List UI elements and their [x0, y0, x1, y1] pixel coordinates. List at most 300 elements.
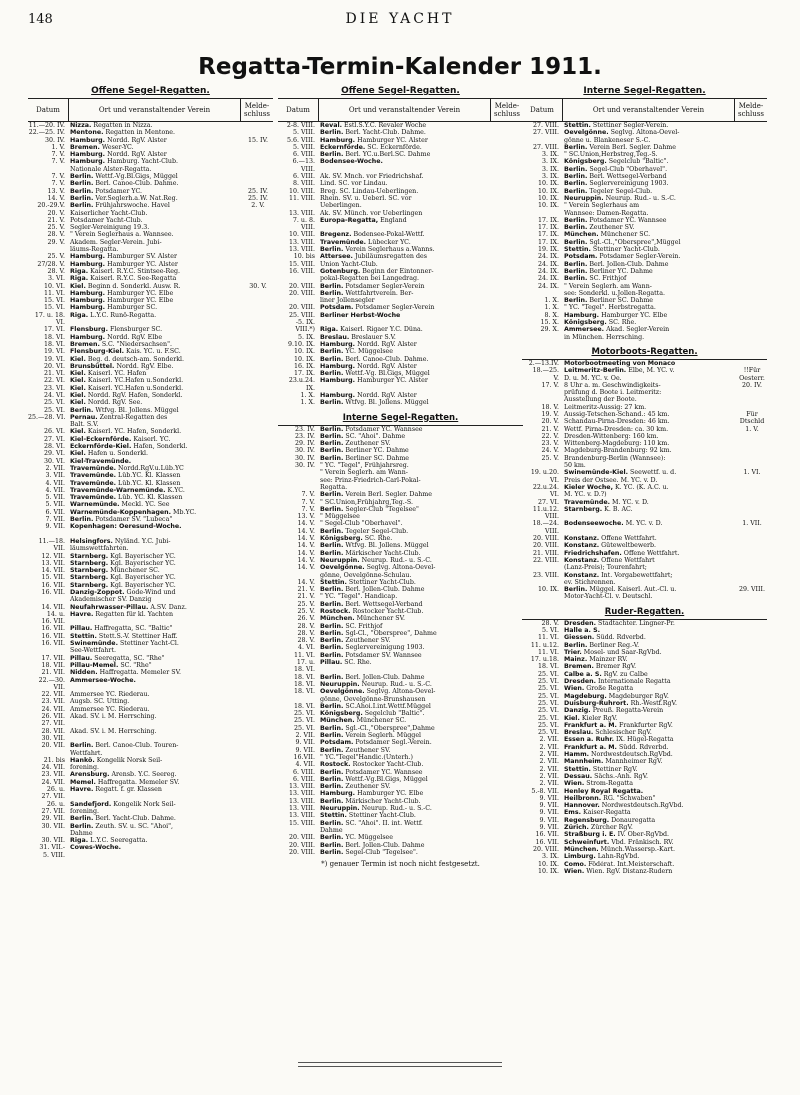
regatta-organizer: Hamburger YC. Elbe: [355, 790, 424, 798]
regatta-entry: [68, 421, 243, 428]
regatta-date: 3. IX.: [542, 853, 559, 861]
regatta-entry: [68, 210, 243, 217]
regatta-date: [28, 750, 68, 757]
regatta-organizer: Ammersee YC. Riederau.: [70, 691, 150, 699]
regatta-organizer: " Verein Seglerhaus am: [564, 202, 640, 210]
regatta-deadline: [243, 611, 273, 618]
regatta-organizer: Wien. RgV. Distanz-Rudern: [584, 867, 673, 875]
regatta-row: [28, 122, 273, 129]
regatta-row: [522, 663, 767, 670]
regatta-organizer: " Verein Seglerh. am Wann-: [564, 282, 652, 290]
regatta-date: 9. VII.: [539, 816, 559, 824]
regatta-organizer: Potsdamer Segler-Verein.: [597, 253, 681, 261]
regatta-date: 22. VIII.: [532, 556, 559, 564]
regatta-place: Berlin.: [320, 491, 344, 499]
regatta-row: [278, 783, 523, 790]
regatta-entry: [318, 666, 493, 673]
regatta-date: 11.—20. IV.: [28, 122, 65, 129]
regatta-row: [278, 572, 523, 579]
regatta-entry: [318, 710, 493, 717]
regatta-row: [278, 319, 523, 326]
regatta-deadline: [493, 827, 523, 834]
regatta-date: 26. V.: [297, 615, 315, 623]
regatta-date: 28. VII.: [41, 727, 65, 735]
regatta-entry: [318, 370, 493, 377]
regatta-place: Berlin.: [70, 173, 94, 181]
regatta-place: Eckernförde.: [320, 143, 366, 151]
regatta-entry: [562, 297, 737, 304]
regatta-organizer: Märkischer Yacht-Club.: [343, 549, 421, 557]
regatta-entry: [68, 771, 243, 778]
regatta-entry: [68, 757, 243, 764]
regatta-date: 1. X.: [544, 297, 559, 305]
regatta-place: Bodensee-Woche.: [320, 158, 383, 166]
regatta-date: 21. VII.: [41, 669, 65, 677]
regatta-organizer: Hamburger SC.: [105, 304, 158, 312]
regatta-date: 3. IX.: [542, 151, 559, 159]
regatta-entry: [68, 487, 243, 494]
regatta-row: [278, 348, 523, 355]
regatta-entry: [68, 750, 243, 757]
regatta-deadline: [243, 764, 273, 771]
regatta-place: Hamburg.: [320, 136, 356, 144]
regatta-row: [278, 798, 523, 805]
regatta-deadline: [243, 793, 273, 800]
regatta-row: [522, 693, 767, 700]
regatta-row: [28, 341, 273, 348]
regatta-date: 16. VII.: [41, 618, 65, 626]
column-right: [522, 85, 767, 875]
regatta-organizer: Wettfahrtverein. Ber-: [343, 289, 414, 297]
regatta-organizer: Potsdamer YC. Wannsee: [343, 425, 423, 433]
regatta-deadline: [737, 839, 767, 846]
regatta-organizer: " SC.Union,Herbstreg,Teg.-S.: [564, 151, 658, 159]
regatta-row: [522, 861, 767, 868]
column-title: Interne Segel-Regatten.: [583, 86, 706, 96]
regatta-deadline: [737, 513, 767, 520]
regatta-row: [278, 399, 523, 406]
regatta-entry: [318, 231, 493, 238]
regatta-deadline: [737, 396, 767, 403]
regatta-row: [522, 831, 767, 838]
running-title: DIE YACHT: [345, 11, 455, 27]
regatta-deadline: [243, 823, 273, 830]
regatta-date: 10. IX.: [538, 202, 559, 210]
regatta-organizer: Wettf.-Vg.Bl.Gigs, Müggel: [343, 775, 428, 783]
header-meldeschluss: Melde-schluss: [738, 102, 764, 118]
regatta-row: [28, 399, 273, 406]
regatta-organizer: Südd. Rdverbd.: [616, 743, 669, 751]
regatta-organizer: Münchener SV.: [354, 615, 406, 623]
regatta-place: Königsberg.: [564, 319, 607, 327]
regatta-date: 29. V.: [47, 238, 65, 246]
regatta-date: 20. VIII.: [532, 542, 559, 550]
regatta-row: [278, 261, 523, 268]
regatta-row: [28, 348, 273, 355]
regatta-row: [28, 458, 273, 465]
regatta-date: 11.—18.: [38, 537, 65, 545]
regatta-organizer: Kaiserl. YC. Hafen, Sonderkl.: [85, 428, 182, 436]
regatta-entry: [68, 647, 243, 654]
regatta-place: Stettin.: [564, 765, 591, 773]
regatta-place: Königsberg.: [320, 535, 363, 543]
regatta-date: 16. VII.: [535, 838, 559, 846]
regatta-deadline: [243, 509, 273, 516]
regatta-row: [278, 195, 523, 202]
regatta-organizer: Berl. Wettsegel-Verband: [587, 173, 667, 181]
regatta-date: 30. VII.: [41, 837, 65, 845]
regatta-date: 10. VI.: [43, 282, 65, 290]
regatta-organizer: " SC.Union,Frühjahrg,Teg.-S.: [320, 498, 414, 506]
regatta-organizer: SC. Frithjof: [343, 622, 383, 630]
regatta-organizer: Lüb. YC. Kl. Klassen: [116, 494, 183, 502]
regatta-deadline: [243, 180, 273, 187]
regatta-date: 5. VI.: [541, 627, 559, 634]
regatta-date: VIII.*): [295, 326, 315, 334]
regatta-date: 9. VII.: [295, 739, 315, 747]
regatta-place: Konstanz.: [564, 556, 600, 564]
regatta-deadline: [493, 377, 523, 384]
regatta-date: 7. VII.: [45, 516, 65, 524]
regatta-place: Hamm.: [564, 751, 590, 759]
regatta-organizer: Südd. Rdverbd.: [594, 634, 646, 642]
regatta-row: [278, 805, 523, 812]
regatta-entry: [318, 674, 493, 681]
regatta-row: [278, 820, 523, 827]
regatta-organizer: SC. Rhe.: [362, 535, 393, 543]
regatta-organizer: Nordd. RgV. Alster: [355, 362, 417, 370]
regatta-entry: [68, 217, 243, 224]
regatta-organizer: Rhein. SV. u. Ueberl. SC. vor: [320, 194, 412, 202]
regatta-entry: [68, 261, 243, 268]
regatta-place: Kiel-Eckernförde.: [70, 435, 132, 443]
regatta-deadline: [493, 696, 523, 703]
regatta-deadline: [737, 528, 767, 535]
regatta-row: [522, 304, 767, 311]
regatta-date: 21. VI.: [43, 370, 65, 378]
regatta-deadline: 1. VI.: [743, 469, 761, 477]
regatta-deadline: [493, 341, 523, 348]
regatta-entry: [562, 824, 737, 831]
regatta-place: Kiel.: [70, 391, 86, 399]
regatta-deadline: [493, 776, 523, 783]
regatta-row: [28, 823, 273, 830]
regatta-deadline: [737, 861, 767, 868]
regatta-place: Havre.: [70, 786, 94, 794]
regatta-row: [522, 627, 767, 634]
regatta-deadline: [243, 166, 273, 173]
regatta-organizer: RG. "Schwaben": [601, 794, 656, 802]
regatta-date: 6. VIII.: [292, 768, 315, 776]
regatta-deadline: [737, 846, 767, 853]
regatta-organizer: Schlesischer RgV.: [593, 729, 652, 737]
regatta-entry: [68, 414, 243, 421]
regatta-place: Sandefjord.: [70, 800, 112, 808]
regatta-organizer: Offene Wettfahrt: [599, 556, 655, 564]
regatta-entry: [68, 625, 243, 632]
regatta-date: 18. VI.: [43, 340, 65, 348]
regatta-organizer: Wettf. Pirna-Dresden: ca. 30 km.: [564, 425, 669, 433]
regatta-organizer: forening.: [70, 807, 100, 815]
regatta-organizer: Sgl-Cl., "Oberspree", Dahme: [343, 629, 437, 637]
regatta-deadline: [737, 166, 767, 173]
regatta-date: 10. IX.: [538, 586, 559, 594]
regatta-organizer: Potsdamer YC.: [93, 187, 143, 195]
regatta-row: [278, 754, 523, 761]
regatta-row: [522, 396, 767, 403]
regatta-date: [522, 396, 562, 403]
regatta-row: [28, 312, 273, 319]
regatta-date: 2. VII.: [45, 464, 65, 472]
regatta-entry: [562, 231, 737, 238]
regatta-row: [28, 830, 273, 837]
regatta-place: Neuruppin.: [320, 805, 360, 813]
regatta-entry: [318, 447, 493, 454]
regatta-organizer: " YC."Tegel"Handic.(Unterh.): [320, 753, 414, 761]
regatta-deadline: [737, 831, 767, 838]
regatta-date: 21. V.: [297, 586, 315, 594]
regatta-place: Berlin.: [564, 173, 588, 181]
regatta-organizer: Lübecker YC.: [366, 238, 411, 246]
regatta-place: Starnberg.: [70, 581, 109, 589]
regatta-entry: [68, 137, 243, 144]
page-number: 148: [28, 12, 53, 27]
regatta-organizer: Nordd. RgV. Elbe.: [114, 362, 174, 370]
regatta-date: 15. X.: [540, 319, 559, 327]
regatta-organizer: Berl. Canoe-Club. Dahme.: [93, 180, 179, 188]
regatta-row: [278, 849, 523, 856]
regatta-entry: [318, 564, 493, 571]
regatta-entry: [562, 396, 737, 403]
regatta-date: 12. VII.: [41, 552, 65, 560]
regatta-date: 14. V.: [47, 194, 65, 202]
regatta-entry: [562, 433, 737, 440]
regatta-date: 6. VII.: [45, 508, 65, 516]
regatta-deadline: [493, 535, 523, 542]
regatta-row: [522, 312, 767, 319]
regatta-entry: [318, 586, 493, 593]
regatta-organizer: Berliner SC. Dahme: [343, 454, 410, 462]
regatta-entry: [68, 735, 243, 742]
regatta-date: 13. VII.: [41, 559, 65, 567]
regatta-row: [278, 202, 523, 209]
regatta-date: [278, 202, 318, 209]
regatta-organizer: Potsdamer Segler-Verein: [353, 304, 435, 312]
regatta-entry: [68, 640, 243, 647]
regatta-organizer: L.Y.C. Seeregatta.: [88, 837, 148, 845]
regatta-date: 18.—25.: [532, 367, 559, 375]
regatta-entry: [318, 834, 493, 841]
regatta-date: 11. VIII.: [288, 194, 315, 202]
regatta-entry: [562, 202, 737, 209]
regatta-deadline: [493, 579, 523, 586]
regatta-entry: [562, 528, 737, 535]
regatta-row: [522, 773, 767, 780]
regatta-row: [522, 579, 767, 586]
regatta-place: Berlin.: [320, 819, 344, 827]
regatta-deadline: [737, 817, 767, 824]
regatta-place: Neufahrwasser-Pillau.: [70, 603, 149, 611]
regatta-row: [28, 567, 273, 574]
regatta-entry: [68, 509, 243, 516]
regatta-organizer: Akadem. Segler-Verein. Jubi-: [70, 238, 162, 246]
regatta-date: 2-8. VIII.: [286, 122, 315, 129]
regatta-place: Pillau.: [70, 654, 93, 662]
regatta-deadline: [737, 656, 767, 663]
regatta-organizer: Berl. Canoe-Club. Touren-: [93, 742, 179, 750]
regatta-deadline: [243, 677, 273, 684]
regatta-row: [278, 747, 523, 754]
regatta-entry: [68, 852, 243, 859]
regatta-organizer: Berliner YC. Dahme: [587, 267, 653, 275]
regatta-row: [522, 462, 767, 469]
regatta-entry: [562, 795, 737, 802]
regatta-entry: [562, 239, 737, 246]
regatta-row: [522, 557, 767, 564]
regatta-date: 29. VII.: [41, 815, 65, 823]
regatta-date: [28, 246, 68, 253]
regatta-organizer: Rostocker Yacht-Club.: [350, 761, 424, 769]
regatta-entry: [318, 283, 493, 290]
regatta-organizer: D. u. M. YC. v. Oe.: [564, 374, 622, 382]
regatta-date: 7. V.: [301, 505, 315, 513]
regatta-entry: [68, 567, 243, 574]
regatta-organizer: YC. Müggelsee: [343, 348, 394, 356]
regatta-row: [278, 652, 523, 659]
regatta-date: 22. V.: [541, 432, 559, 440]
regatta-organizer: Lahn-RgVbd.: [595, 853, 640, 861]
regatta-deadline: [493, 783, 523, 790]
regatta-organizer: Nordwestdeutsch.RgVbd.: [599, 802, 684, 810]
regatta-deadline: [243, 436, 273, 443]
regatta-deadline: [737, 542, 767, 549]
regatta-deadline: [243, 385, 273, 392]
regatta-entry: [562, 151, 737, 158]
regatta-entry: [68, 611, 243, 618]
regatta-deadline: [493, 231, 523, 238]
regatta-date: IX.: [306, 384, 315, 392]
regatta-place: Starnberg.: [70, 552, 109, 560]
regatta-entry: [562, 715, 737, 722]
regatta-deadline: [493, 137, 523, 144]
regatta-row: [28, 808, 273, 815]
regatta-entry: [68, 465, 243, 472]
regatta-entry: [68, 545, 243, 552]
regatta-organizer: forening.: [70, 764, 100, 772]
regatta-place: Berlin.: [564, 187, 588, 195]
regatta-date: 31. VII.-: [39, 844, 65, 852]
regatta-organizer: Kaiserl. YC.Hafen u.Sonderkl.: [85, 384, 184, 392]
regatta-row: [28, 757, 273, 764]
regatta-row: [522, 593, 767, 600]
regatta-organizer: Nordwestdeutsch.RgVbd.: [589, 751, 673, 759]
regatta-place: Berlin.: [320, 454, 344, 462]
regatta-deadline: [493, 275, 523, 282]
regatta-organizer: Segelclub "Baltic".: [606, 158, 669, 166]
regatta-entry: [562, 773, 737, 780]
regatta-date: 24. VII.: [41, 705, 65, 713]
regatta-row: [522, 795, 767, 802]
regatta-organizer: Münchener SC.: [108, 567, 160, 575]
regatta-entry: [562, 700, 737, 707]
regatta-entry: [562, 853, 737, 860]
regatta-entry: [68, 779, 243, 786]
regatta-row: [278, 579, 523, 586]
regatta-row: [522, 715, 767, 722]
regatta-organizer: England: [378, 216, 407, 224]
regatta-entry: [562, 656, 737, 663]
regatta-organizer: RgV. zu Calbe: [601, 670, 648, 678]
regatta-place: Kiel.: [70, 355, 86, 363]
regatta-row: [522, 634, 767, 641]
regatta-date: 9. VII.: [539, 794, 559, 802]
regatta-row: [522, 283, 767, 290]
regatta-date: 25. VI.: [537, 721, 559, 729]
regatta-date: 15. VI.: [43, 304, 65, 312]
regatta-entry: [562, 195, 737, 202]
regatta-row: [28, 677, 273, 684]
regatta-deadline: [737, 671, 767, 678]
regatta-row: [278, 440, 523, 447]
regatta-entry: [68, 283, 243, 290]
regatta-deadline: [243, 801, 273, 808]
regatta-row: [278, 312, 523, 319]
regatta-organizer: " Segel-Club "Oberhavel".: [320, 520, 403, 528]
regatta-date: 21. bis: [43, 756, 65, 764]
regatta-organizer: Nordd. RgV. Alster: [355, 340, 417, 348]
regatta-date: VII.: [53, 683, 65, 691]
regatta-row: [278, 593, 523, 600]
regatta-date: 28. V.: [297, 637, 315, 645]
regatta-organizer: Ammersee YC. Riederau.: [70, 705, 150, 713]
regatta-deadline: [493, 122, 523, 129]
regatta-organizer: Stettiner Yacht-Club.: [590, 246, 660, 254]
regatta-place: Berlin.: [320, 246, 344, 254]
regatta-deadline: [493, 688, 523, 695]
regatta-place: Konstanz.: [564, 571, 600, 579]
regatta-row: [278, 491, 523, 498]
regatta-place: Attersee.: [320, 253, 353, 261]
regatta-row: [28, 363, 273, 370]
regatta-row: [522, 722, 767, 729]
regatta-entry: [318, 644, 493, 651]
regatta-organizer: S.C. "Niedersachsen".: [99, 340, 172, 348]
regatta-row: [278, 484, 523, 491]
regatta-date: 28. V.: [297, 622, 315, 630]
regatta-date: [278, 297, 318, 304]
regatta-entry: [562, 404, 737, 411]
regatta-organizer: Seglvg. Altona-Oevel-: [364, 564, 436, 572]
regatta-row: [522, 729, 767, 736]
regatta-entry: [68, 501, 243, 508]
regatta-deadline: [737, 217, 767, 224]
regatta-organizer: Haffregatta, SC. "Baltic": [92, 625, 173, 633]
regatta-organizer: Kgl. Bayerischer YC.: [108, 552, 176, 560]
regatta-entry: [562, 261, 737, 268]
regatta-date: 17. IX.: [538, 224, 559, 232]
regatta-organizer: Stettiner Yacht-Club.: [346, 578, 416, 586]
regatta-date: 15. VI.: [43, 297, 65, 305]
regatta-place: Oevelgönne.: [564, 129, 609, 137]
regatta-entry: [318, 290, 493, 297]
header-meldeschluss: Melde-schluss: [494, 102, 520, 118]
regatta-deadline: [493, 652, 523, 659]
regatta-organizer: Aussig-Tetschen-Schand.: 45 km.: [564, 410, 670, 418]
regatta-place: Berlin.: [564, 267, 588, 275]
regatta-row: [522, 217, 767, 224]
regatta-deadline: [243, 545, 273, 552]
regatta-place: Brunsbüttel.: [70, 362, 115, 370]
